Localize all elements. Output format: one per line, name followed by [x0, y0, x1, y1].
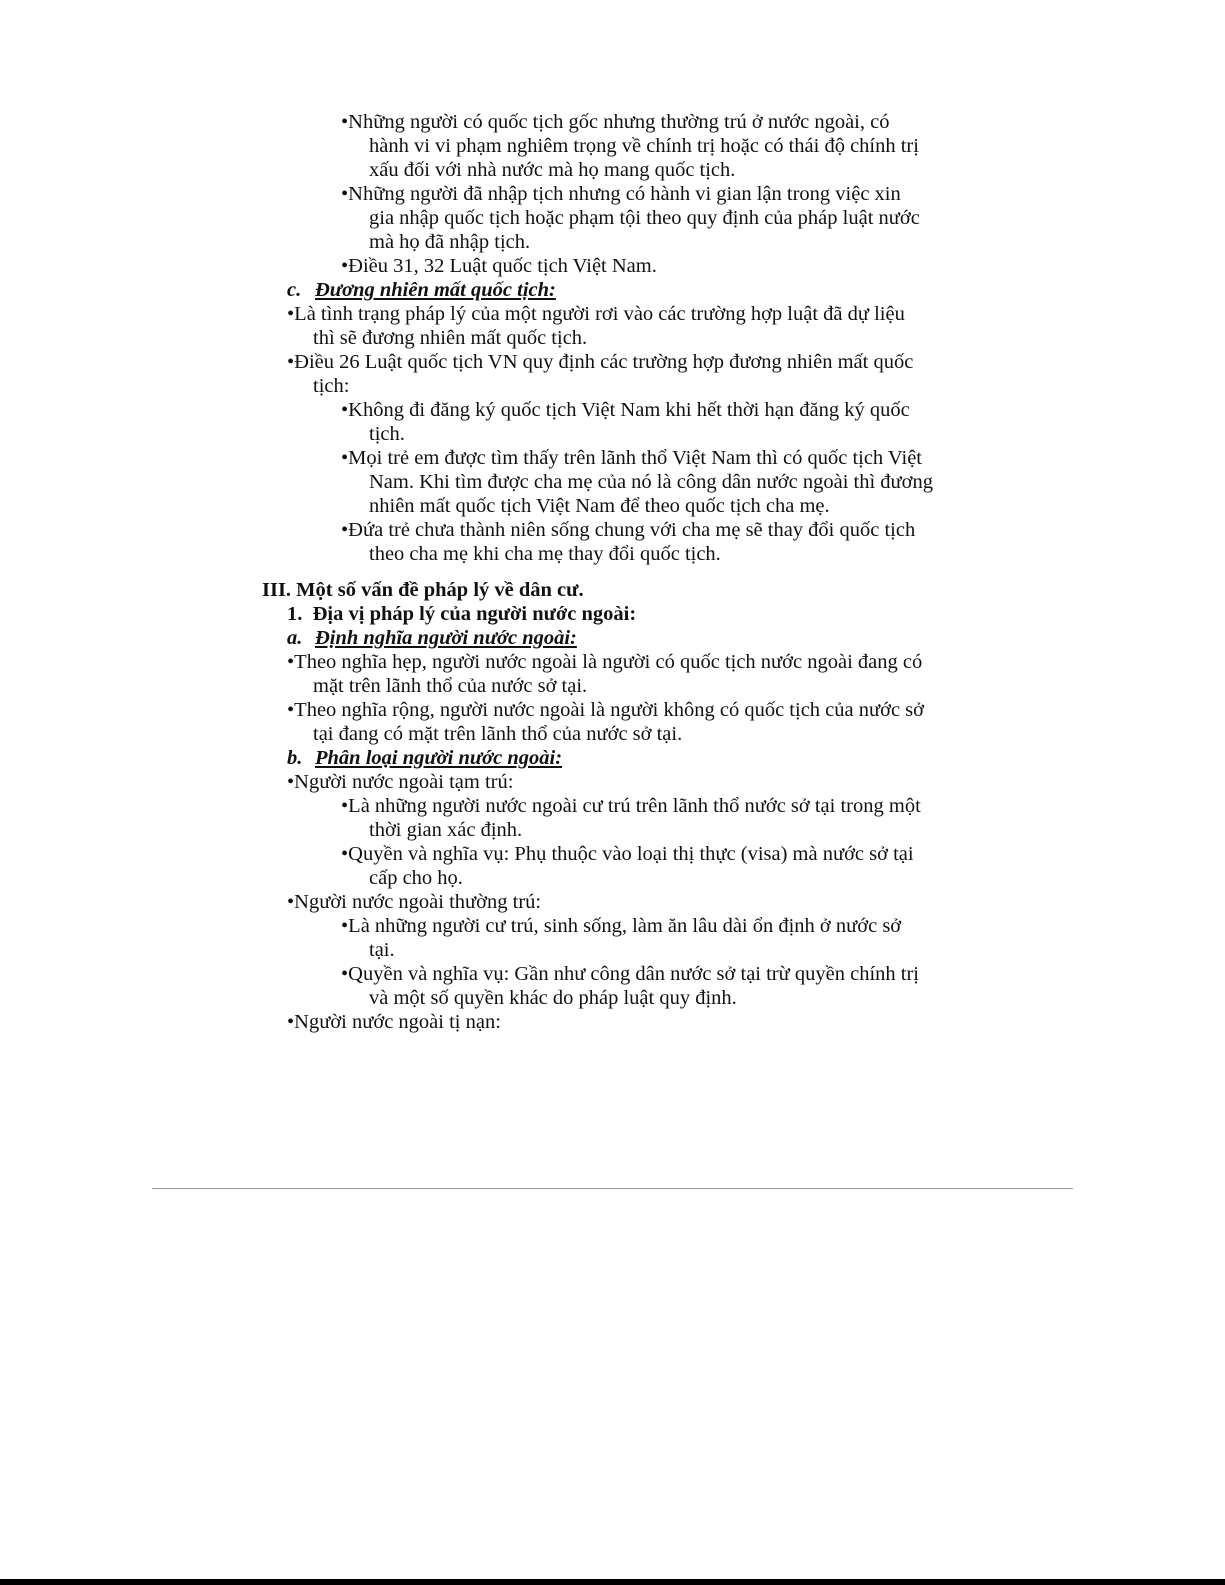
subheading-c: [287, 278, 556, 302]
bullet-line: •Theo nghĩa hẹp, người nước ngoài là người có quốc tịch nước ngoài đang có: [287, 651, 923, 673]
bullet-line: •Là những người cư trú, sinh sống, làm ăn lâu dài ổn định ở nước sở: [341, 915, 902, 937]
continuation-line: gia nhập quốc tịch hoặc phạm tội theo quy định của pháp luật nước: [369, 207, 920, 229]
continuation-line: nhiên mất quốc tịch Việt Nam để theo quốc tịch cha mẹ.: [369, 495, 830, 517]
bullet-line: •Điều 31, 32 Luật quốc tịch Việt Nam.: [341, 255, 657, 277]
continuation-line: Nam. Khi tìm được cha mẹ của nó là công dân nước ngoài thì đương: [369, 471, 933, 493]
page-divider: [152, 1188, 1073, 1189]
bullet-line: •Những người có quốc tịch gốc nhưng thường trú ở nước ngoài, có: [341, 111, 890, 133]
subheading-label: b.: [287, 747, 303, 769]
continuation-line: thì sẽ đương nhiên mất quốc tịch.: [313, 327, 588, 349]
bullet-line: •Theo nghĩa rộng, người nước ngoài là người không có quốc tịch của nước sở: [287, 699, 924, 721]
bullet-line: •Là những người nước ngoài cư trú trên lãnh thổ nước sở tại trong một: [341, 795, 921, 817]
continuation-line: thời gian xác định.: [369, 819, 523, 841]
bullet-line: •Điều 26 Luật quốc tịch VN quy định các trường hợp đương nhiên mất quốc: [287, 351, 914, 373]
continuation-line: mà họ đã nhập tịch.: [369, 231, 531, 253]
bullet-line: •Không đi đăng ký quốc tịch Việt Nam khi hết thời hạn đăng ký quốc: [341, 399, 910, 421]
continuation-line: tại.: [369, 939, 395, 961]
bullet-line: •Những người đã nhập tịch nhưng có hành vi gian lận trong việc xin: [341, 183, 901, 205]
section-heading: III. Một số vấn đề pháp lý về dân cư.: [262, 579, 584, 601]
continuation-line: theo cha mẹ khi cha mẹ thay đổi quốc tịch.: [369, 543, 721, 565]
bullet-line: •Người nước ngoài thường trú:: [287, 891, 542, 913]
subheading-text: Đương nhiên mất quốc tịch:: [315, 279, 556, 301]
subheading-label: c.: [287, 279, 302, 301]
subheading-text: Phân loại người nước ngoài:: [315, 747, 563, 769]
bullet-line: •Quyền và nghĩa vụ: Phụ thuộc vào loại thị thực (visa) mà nước sở tại: [341, 843, 914, 865]
subheading-text: Định nghĩa người nước ngoài:: [315, 627, 577, 649]
subheading-label: a.: [287, 627, 303, 649]
numbered-label: 1.: [287, 603, 303, 625]
bullet-line: •Mọi trẻ em được tìm thấy trên lãnh thổ Việt Nam thì có quốc tịch Việt: [341, 447, 922, 469]
continuation-line: hành vi vi phạm nghiêm trọng về chính trị hoặc có thái độ chính trị: [369, 135, 919, 157]
continuation-line: tịch.: [369, 423, 405, 445]
continuation-line: và một số quyền khác do pháp luật quy định.: [369, 987, 737, 1009]
subheading-b: [287, 746, 562, 770]
bullet-line: •Là tình trạng pháp lý của một người rơi vào các trường hợp luật đã dự liệu: [287, 303, 905, 325]
numbered-heading: [287, 602, 636, 626]
bullet-line: •Quyền và nghĩa vụ: Gần như công dân nước sở tại trừ quyền chính trị: [341, 963, 919, 985]
continuation-line: tại đang có mặt trên lãnh thổ của nước sở tại.: [313, 723, 683, 745]
subheading-a: [287, 626, 577, 650]
numbered-text: Địa vị pháp lý của người nước ngoài:: [312, 603, 637, 625]
bottom-edge-bar: [0, 1579, 1225, 1585]
continuation-line: xấu đối với nhà nước mà họ mang quốc tịch.: [369, 159, 736, 181]
bullet-line: •Đứa trẻ chưa thành niên sống chung với cha mẹ sẽ thay đổi quốc tịch: [341, 519, 916, 541]
continuation-line: cấp cho họ.: [369, 867, 463, 889]
continuation-line: tịch:: [313, 375, 350, 397]
bullet-line: •Người nước ngoài tạm trú:: [287, 771, 514, 793]
bullet-line: •Người nước ngoài tị nạn:: [287, 1011, 501, 1033]
continuation-line: mặt trên lãnh thổ của nước sở tại.: [313, 675, 588, 697]
